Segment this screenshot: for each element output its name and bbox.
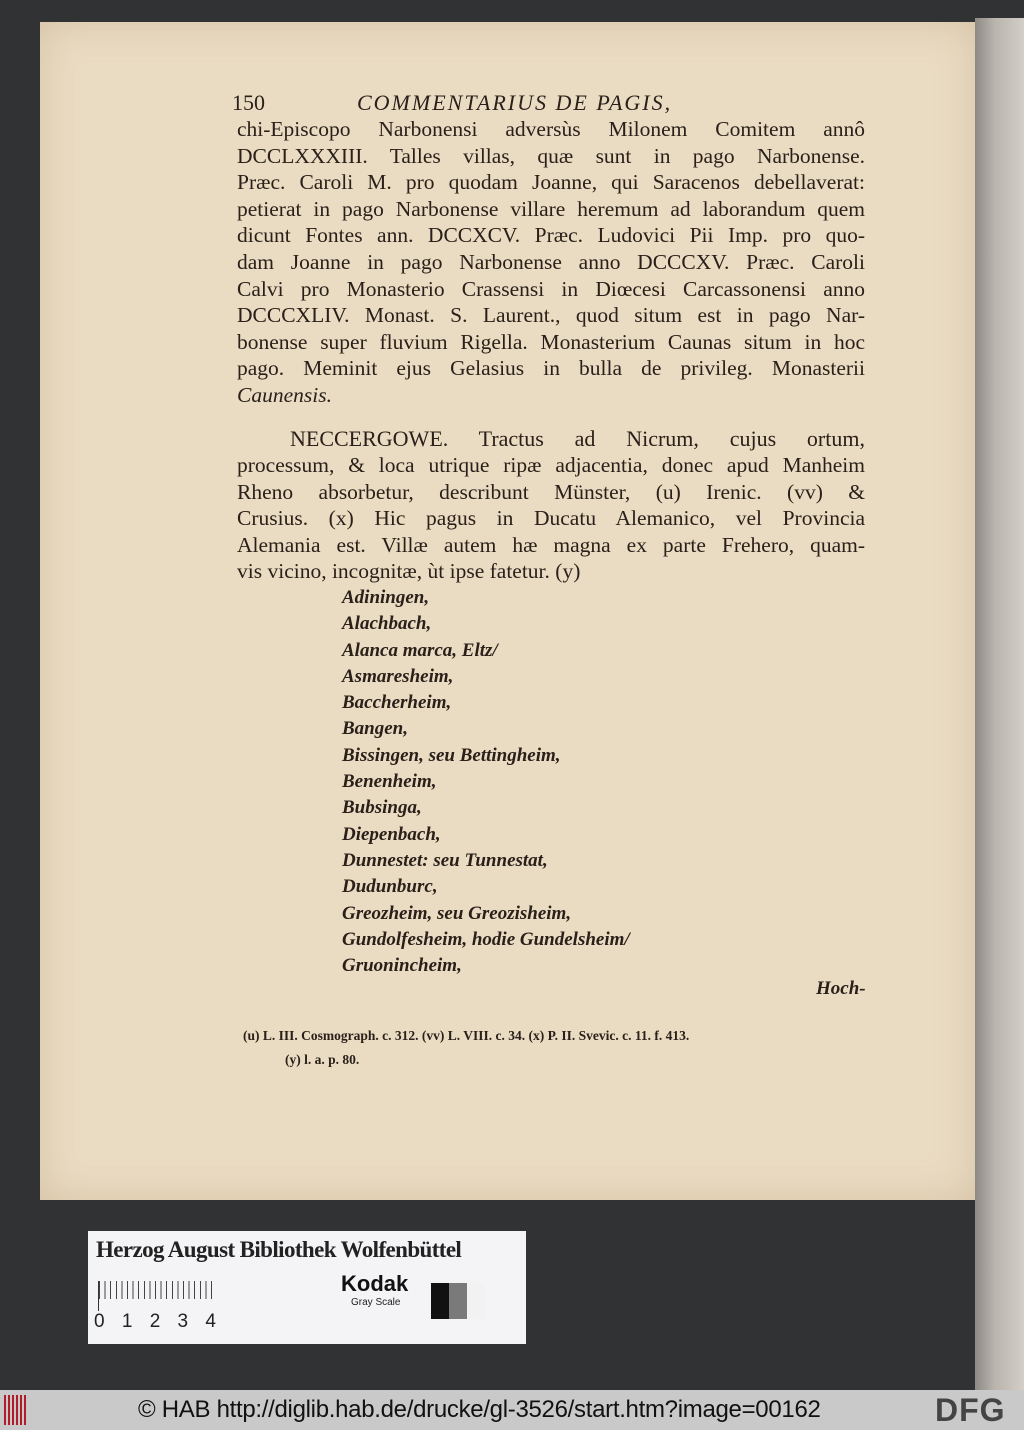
- village-item: Bangen,: [342, 718, 408, 740]
- running-head: [232, 90, 673, 116]
- village-item: Baccherheim,: [342, 692, 452, 714]
- color-reference-card: [88, 1231, 526, 1344]
- village-item: Asmaresheim,: [342, 665, 454, 687]
- facing-page-edge: [975, 18, 1024, 1390]
- text-line: Alemania est. Villæ autem hæ magna ex parte Frehero, quam-: [237, 532, 865, 557]
- footer-bar: [0, 1390, 1024, 1430]
- kodak-label: Kodak: [341, 1271, 409, 1296]
- text-line: Calvi pro Monasterio Crassensi in Diœcesi Carcassonensi anno: [237, 276, 865, 301]
- village-item: Gruonincheim,: [342, 955, 462, 977]
- text-line: Caunensis.: [237, 383, 332, 407]
- gray-swatches: [431, 1283, 485, 1319]
- hab-logo-icon: [4, 1395, 28, 1425]
- text-line: Rheno absorbetur, describunt Münster, (u) Irenic. (vv) &: [237, 479, 865, 504]
- village-item: Bubsinga,: [342, 797, 422, 819]
- running-title: COMMENTARIUS DE PAGIS,: [357, 90, 673, 115]
- text-line: processum, & loca utrique ripæ adjacentia, donec apud Manheim: [237, 453, 865, 478]
- ruler-numbers: 0 1 2 3 4: [94, 1311, 216, 1332]
- text-line: DCCCXLIV. Monast. S. Laurent., quod situm est in pago Nar-: [237, 303, 865, 328]
- village-item: Bissingen, seu Bettingheim,: [342, 744, 561, 766]
- ruler: [98, 1281, 213, 1311]
- village-item: Dunnestet: seu Tunnestat,: [342, 849, 548, 871]
- footnote: (u) L. III. Cosmograph. c. 312. (vv) L. VIII. c. 34. (x) P. II. Svevic. c. 11. f. 413.: [243, 1028, 690, 1043]
- text-line: DCCLXXXIII. Talles villas, quæ sunt in pago Narbonense.: [237, 143, 865, 168]
- copyright-link[interactable]: © HAB http://diglib.hab.de/drucke/gl-3526/start.htm?image=00162: [138, 1396, 821, 1423]
- village-item: Adiningen,: [342, 587, 430, 608]
- village-item: Gundolfesheim, hodie Gundelsheim/: [342, 928, 630, 950]
- text-line: bonense super fluvium Rigella. Monasterium Caunas situm in hoc: [237, 329, 865, 354]
- text-line: vis vicino, incognitæ, ùt ipse fatetur. (y): [237, 559, 581, 583]
- footnote: (y) l. a. p. 80.: [285, 1052, 360, 1067]
- gray-scale-label: Gray Scale: [351, 1297, 401, 1308]
- gray-swatch: [431, 1283, 449, 1319]
- text-line: pago. Meminit ejus Gelasius in bulla de privileg. Monasterii: [237, 356, 865, 381]
- gray-swatch: [467, 1283, 485, 1319]
- village-item: Alanca marca, Eltz/: [342, 639, 498, 661]
- text-line: Præc. Caroli M. pro quodam Joanne, qui Saracenos debellaverat:: [237, 170, 865, 195]
- village-item: Diepenbach,: [342, 823, 441, 845]
- village-item: Benenheim,: [342, 771, 437, 793]
- gray-swatch: [449, 1283, 467, 1319]
- village-list: [342, 585, 630, 979]
- text-line: chi-Episcopo Narbonensi adversùs Milonem Comitem annô: [237, 117, 865, 141]
- institution-label: Herzog August Bibliothek Wolfenbüttel: [96, 1237, 462, 1262]
- village-item: Dudunburc,: [342, 876, 438, 898]
- village-item: Greozheim, seu Greozisheim,: [342, 902, 572, 924]
- dfg-logo: DFG: [935, 1392, 1006, 1428]
- text-line: NECCERGOWE. Tractus ad Nicrum, cujus ortum,: [290, 426, 865, 451]
- text-line: Crusius. (x) Hic pagus in Ducatu Alemanico, vel Provincia: [237, 506, 865, 531]
- text-line: petierat in pago Narbonense villare heremum ad laborandum quem: [237, 196, 865, 221]
- village-item: Alachbach,: [342, 613, 432, 635]
- text-line: dicunt Fontes ann. DCCXCV. Præc. Ludovici Pii Imp. pro quo-: [237, 223, 865, 248]
- page-number: 150: [232, 90, 265, 115]
- catchword: Hoch-: [816, 978, 866, 999]
- text-line: dam Joanne in pago Narbonense anno DCCCXV. Præc. Caroli: [237, 250, 865, 274]
